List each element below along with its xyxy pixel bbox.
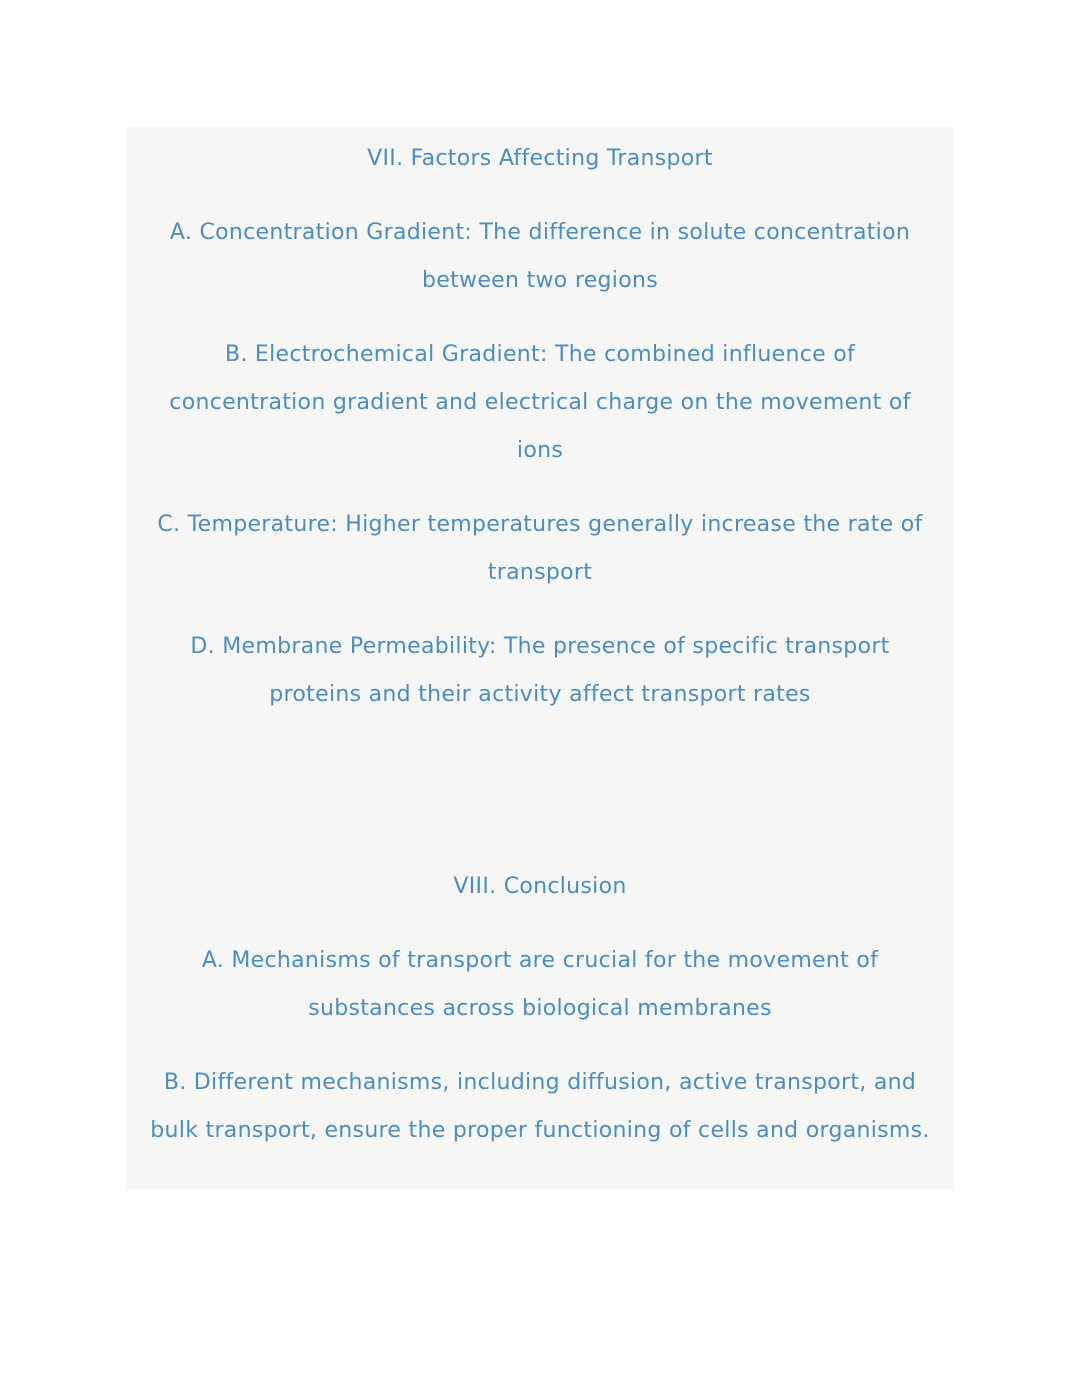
section-heading-factors: VII. Factors Affecting Transport <box>367 146 713 171</box>
section-heading-conclusion: VIII. Conclusion <box>453 874 627 899</box>
note-item-mechanisms-crucial: A. Mechanisms of transport are crucial for the movement of substances across biological membranes <box>201 948 879 1021</box>
note-item-concentration-gradient: A. Concentration Gradient: The difference in solute concentration between two regions <box>169 220 911 293</box>
note-item-different-mechanisms: B. Different mechanisms, including diffusion, active transport, and bulk transport, ensure the proper functioning of cells and organisms. <box>150 1070 930 1143</box>
note-item-electrochemical-gradient: B. Electrochemical Gradient: The combined influence of concentration gradient and electrical charge on the movement of ions <box>169 342 911 463</box>
note-item-temperature: C. Temperature: Higher temperatures generally increase the rate of transport <box>157 512 923 585</box>
notes-sheet <box>127 127 953 1189</box>
note-item-membrane-permeability: D. Membrane Permeability: The presence of specific transport proteins and their activity affect transport rates <box>190 634 890 707</box>
section-factors-affecting-transport <box>149 135 931 719</box>
notes-body <box>149 135 931 1155</box>
section-conclusion <box>149 863 931 1155</box>
